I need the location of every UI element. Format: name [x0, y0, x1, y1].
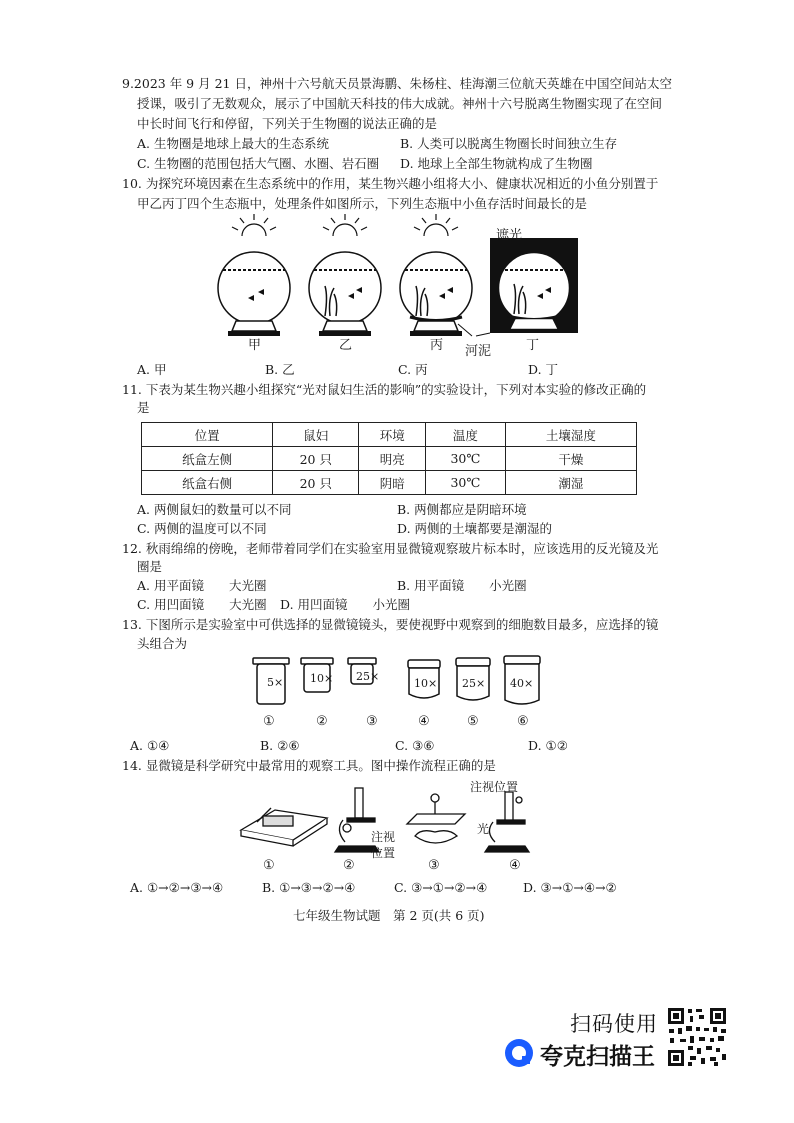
q14-option-b: B. ①→③→②→④: [262, 880, 356, 895]
qr-code-icon[interactable]: [666, 1006, 728, 1068]
q10-option-b: B. 乙: [265, 362, 295, 377]
bottle-label-ding: 丁: [526, 338, 540, 353]
table-header-row: [142, 423, 637, 447]
shade-label: 遮光: [496, 228, 523, 243]
q12-line-2: 圈是: [137, 559, 163, 574]
lens-mag-3: 25×: [356, 670, 380, 683]
lens-num-5: ⑤: [467, 714, 479, 729]
q13-line-1: 13. 下图所示是实验室中可供选择的显微镜镜头，要使视野中观察到的细胞数目最多，应选择的镜: [122, 617, 659, 632]
q14-line: 14. 显微镜是科学研究中最常用的观察工具。图中操作流程正确的是: [122, 758, 496, 773]
q12-option-b: B. 用平面镜 小光圈: [397, 578, 527, 593]
q11-line-2: 是: [137, 400, 150, 415]
q10-option-c: C. 丙: [398, 362, 428, 377]
lens-num-2: ②: [316, 714, 328, 729]
bottle-label-jia: 甲: [248, 338, 262, 353]
q11-line-1: 11. 下表为某生物兴趣小组探究“光对鼠妇生活的影响”的实验设计，下列对本实验的修改正确的: [122, 382, 647, 397]
scanner-tagline: 扫码使用: [570, 1012, 658, 1036]
table-header-cell: 温度: [426, 423, 506, 447]
q12-option-a: A. 用平面镜 大光圈: [137, 578, 267, 593]
lens-mag-2: 10×: [310, 672, 334, 685]
scanner-brand-name: 夸克扫描王: [540, 1044, 655, 1070]
step-num-1: ①: [263, 858, 275, 873]
step-num-4: ④: [509, 858, 521, 873]
bottle-ding: [476, 254, 568, 336]
q13-line-2: 头组合为: [137, 636, 188, 651]
watch-position-label-top: 注视位置: [470, 780, 519, 794]
q9-line-2: 授课，吸引了无数观众，展示了中国航天科技的伟大成就。神州十六号脱离生物圈实现了在空间: [137, 96, 663, 111]
table-header-cell: 土壤湿度: [505, 423, 636, 447]
lens-figure: [245, 652, 545, 712]
q13-option-b: B. ②⑥: [260, 738, 300, 753]
bottle-yi: [309, 252, 381, 336]
q10-line-2: 甲乙丙丁四个生态瓶中，处理条件如图所示，下列生态瓶中小鱼存活时间最长的是: [137, 196, 588, 211]
lens-mag-6: 40×: [510, 677, 534, 690]
q9-option-b: B. 人类可以脱离生物圈长时间独立生存: [400, 136, 618, 151]
watch-label-side-1: 注视: [371, 830, 396, 844]
microscope-box-drawing: [241, 808, 327, 846]
sun-icon: [323, 214, 367, 236]
q12-line-1: 12. 秋雨绵绵的傍晚，老师带着同学们在实验室用显微镜观察玻片标本时，应该选用的反光镜及光: [122, 541, 659, 556]
table-cell: 潮湿: [505, 471, 636, 495]
bottle-label-bing: 丙: [430, 338, 444, 353]
table-header-cell: 位置: [142, 423, 273, 447]
lens-mag-5: 25×: [462, 677, 486, 690]
light-label: 光: [477, 822, 490, 836]
q9-option-d: D. 地球上全部生物就构成了生物圈: [400, 156, 593, 171]
q12-option-c: C. 用凹面镜 大光圈: [137, 597, 267, 612]
slide-hands-drawing: [407, 794, 465, 843]
bottle-bing: [400, 252, 472, 336]
q13-option-d: D. ①②: [528, 738, 568, 753]
lens-num-3: ③: [366, 714, 378, 729]
table-cell: 30℃: [426, 471, 506, 495]
sun-icon: [232, 214, 276, 236]
q14-option-d: D. ③→①→④→②: [523, 880, 617, 895]
watch-label-side-2: 位置: [371, 846, 396, 860]
table-cell: 30℃: [426, 447, 506, 471]
q13-option-a: A. ①④: [130, 738, 170, 753]
lens-mag-1: 5×: [267, 676, 284, 689]
q11-option-a: A. 两侧鼠妇的数量可以不同: [137, 502, 292, 517]
table-cell: 纸盒右侧: [142, 471, 273, 495]
q9-option-c: C. 生物圈的范围包括大气圈、水圈、岩石圈: [137, 156, 380, 171]
q14-option-c: C. ③→①→②→④: [394, 880, 488, 895]
q11-option-b: B. 两侧都应是阴暗环境: [397, 502, 527, 517]
page-footer: 七年级生物试题 第 2 页(共 6 页): [293, 908, 485, 923]
q9-line-3: 中长时间飞行和停留，下列关于生物圈的说法正确的是: [137, 116, 438, 131]
q10-line-1: 10. 为探究环境因素在生态系统中的作用，某生物兴趣小组将大小、健康状况相近的小鱼分别置于: [122, 176, 659, 191]
experiment-table: [141, 422, 637, 495]
q14-option-a: A. ①→②→③→④: [130, 880, 224, 895]
table-row: [142, 471, 637, 495]
q10-option-d: D. 丁: [528, 362, 559, 377]
lens-num-6: ⑥: [517, 714, 529, 729]
microscope-eye-drawing: [485, 792, 529, 852]
table-cell: 20 只: [273, 447, 359, 471]
table-row: [142, 447, 637, 471]
q11-option-c: C. 两侧的温度可以不同: [137, 521, 267, 536]
q9-option-a: A. 生物圈是地球上最大的生态系统: [137, 136, 329, 151]
step-num-2: ②: [343, 858, 355, 873]
table-cell: 明亮: [359, 447, 426, 471]
mud-label: 河泥: [465, 344, 492, 359]
table-cell: 干燥: [505, 447, 636, 471]
bottle-jia: [218, 252, 290, 336]
table-cell: 阴暗: [359, 471, 426, 495]
sun-icon: [414, 214, 458, 236]
bottle-label-yi: 乙: [339, 338, 353, 353]
step-num-3: ③: [428, 858, 440, 873]
lens-num-4: ④: [418, 714, 430, 729]
table-header-cell: 鼠妇: [273, 423, 359, 447]
q11-option-d: D. 两侧的土壤都要是潮湿的: [397, 521, 553, 536]
table-cell: 20 只: [273, 471, 359, 495]
q10-option-a: A. 甲: [137, 362, 167, 377]
q9-line-1: 9.2023 年 9 月 21 日，神州十六号航天员景海鹏、朱杨柱、桂海潮三位航天英雄在中国空间站太空: [122, 76, 672, 91]
lens-mag-4: 10×: [414, 677, 438, 690]
q13-option-c: C. ③⑥: [395, 738, 435, 753]
table-cell: 纸盒左侧: [142, 447, 273, 471]
q12-option-d: D. 用凹面镜 小光圈: [280, 597, 411, 612]
table-header-cell: 环境: [359, 423, 426, 447]
scanner-logo-icon: [505, 1039, 533, 1067]
lens-num-1: ①: [263, 714, 275, 729]
